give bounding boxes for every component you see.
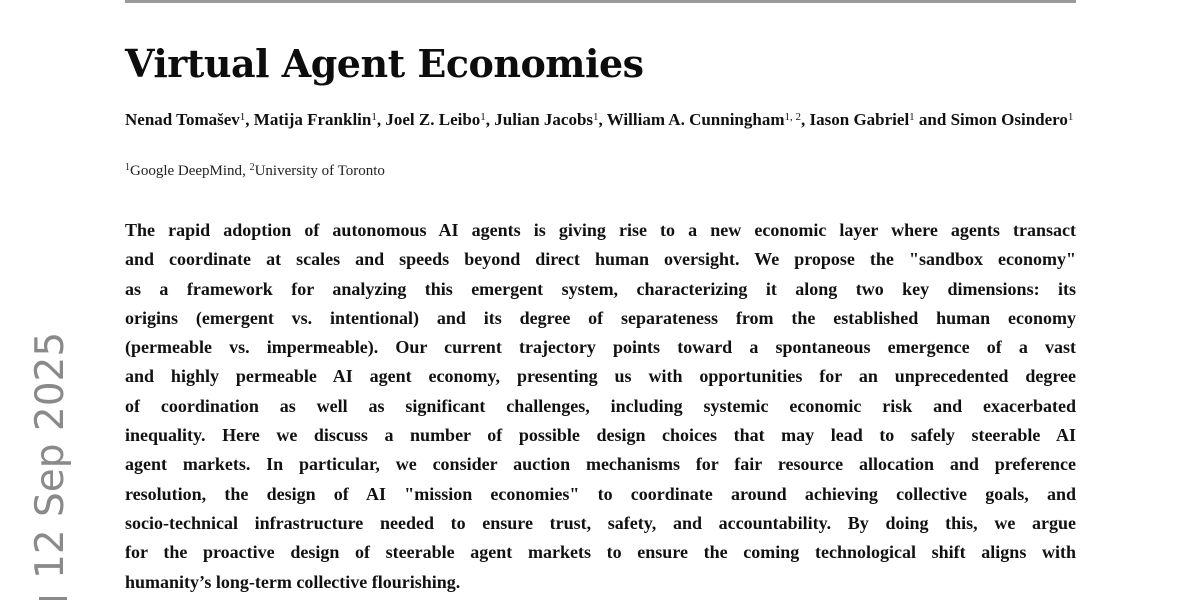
abstract-line: The rapid adoption of autonomous AI agents is giving rise to a new economic layer where agents transact (125, 220, 1076, 240)
author-list (125, 107, 1085, 133)
author (125, 110, 245, 129)
author (607, 110, 801, 129)
author-separator: , (485, 110, 495, 129)
abstract-line: for the proactive design of steerable agent markets to ensure the coming technological shift aligns with (125, 542, 1076, 563)
affiliation-name: University of Toronto (254, 163, 385, 179)
abstract-line: (permeable vs. impermeable). Our current trajectory points toward a spontaneous emergence of a vast (125, 337, 1076, 358)
author-separator: , (801, 110, 810, 129)
author (810, 110, 915, 129)
abstract (125, 216, 1076, 597)
author-affiliation-mark: 1 (371, 111, 377, 123)
author-separator: , (598, 110, 607, 129)
affiliation-separator: , (242, 163, 250, 179)
affiliation-mark: 2 (249, 162, 255, 173)
author-affiliation-mark: 1 (593, 111, 599, 123)
author (254, 110, 377, 129)
author (494, 110, 598, 129)
arxiv-date-stamp (28, 332, 74, 600)
author-affiliation-mark: 1, 2 (784, 111, 802, 123)
abstract-line: socio-technical infrastructure needed to ensure trust, safety, and accountability. By doing this, we argue (125, 512, 1076, 533)
author-affiliation-mark: 1 (909, 111, 915, 123)
author-name: William A. Cunningham (606, 110, 785, 129)
author-name: Iason Gabriel (809, 110, 910, 129)
abstract-line: humanity’s long-term collective flourishing. (125, 571, 461, 592)
author-name: Simon Osindero (950, 110, 1068, 129)
affiliation-name: Google DeepMind (130, 163, 243, 179)
abstract-line: and coordinate at scales and speeds beyond direct human oversight. We propose the "sandbox economy" (125, 249, 1076, 270)
abstract-line: and highly permeable AI agent economy, presenting us with opportunities for an unprecedented degree (125, 366, 1076, 387)
top-rule (125, 0, 1076, 3)
author-name: Julian Jacobs (494, 110, 594, 129)
abstract-line: of coordination as well as significant challenges, including systemic economic risk and exacerbated (125, 395, 1076, 416)
abstract-line: resolution, the design of AI "mission economies" to coordinate around achieving collective goals, and (125, 483, 1076, 504)
author-separator: and (914, 110, 951, 129)
author-affiliation-mark: 1 (239, 111, 246, 123)
author-affiliation-mark: 1 (480, 111, 486, 123)
paper-title: Virtual Agent Economies (125, 41, 644, 86)
affiliation-list (125, 160, 385, 182)
abstract-line: agent markets. In particular, we consider auction mechanisms for fair resource allocation and preference (125, 454, 1076, 475)
author-separator: , (245, 110, 254, 129)
affiliation-mark: 1 (125, 162, 130, 173)
abstract-line: as a framework for analyzing this emergent system, characterizing it along two key dimensions: its (125, 278, 1076, 299)
author (385, 110, 485, 129)
author-name: Joel Z. Leibo (385, 110, 481, 129)
author (951, 110, 1074, 129)
author-affiliation-mark: 1 (1067, 111, 1074, 123)
author-name: Matija Franklin (253, 110, 372, 129)
author-name: Nenad Tomašev (125, 110, 240, 129)
author-separator: , (376, 110, 386, 129)
arxiv-date-text: 12 Sep 2025 (28, 331, 73, 579)
abstract-line: inequality. Here we discuss a number of possible design choices that may lead to safely steerable AI (125, 425, 1076, 446)
abstract-line: origins (emergent vs. intentional) and its degree of separateness from the established human economy (125, 307, 1076, 328)
